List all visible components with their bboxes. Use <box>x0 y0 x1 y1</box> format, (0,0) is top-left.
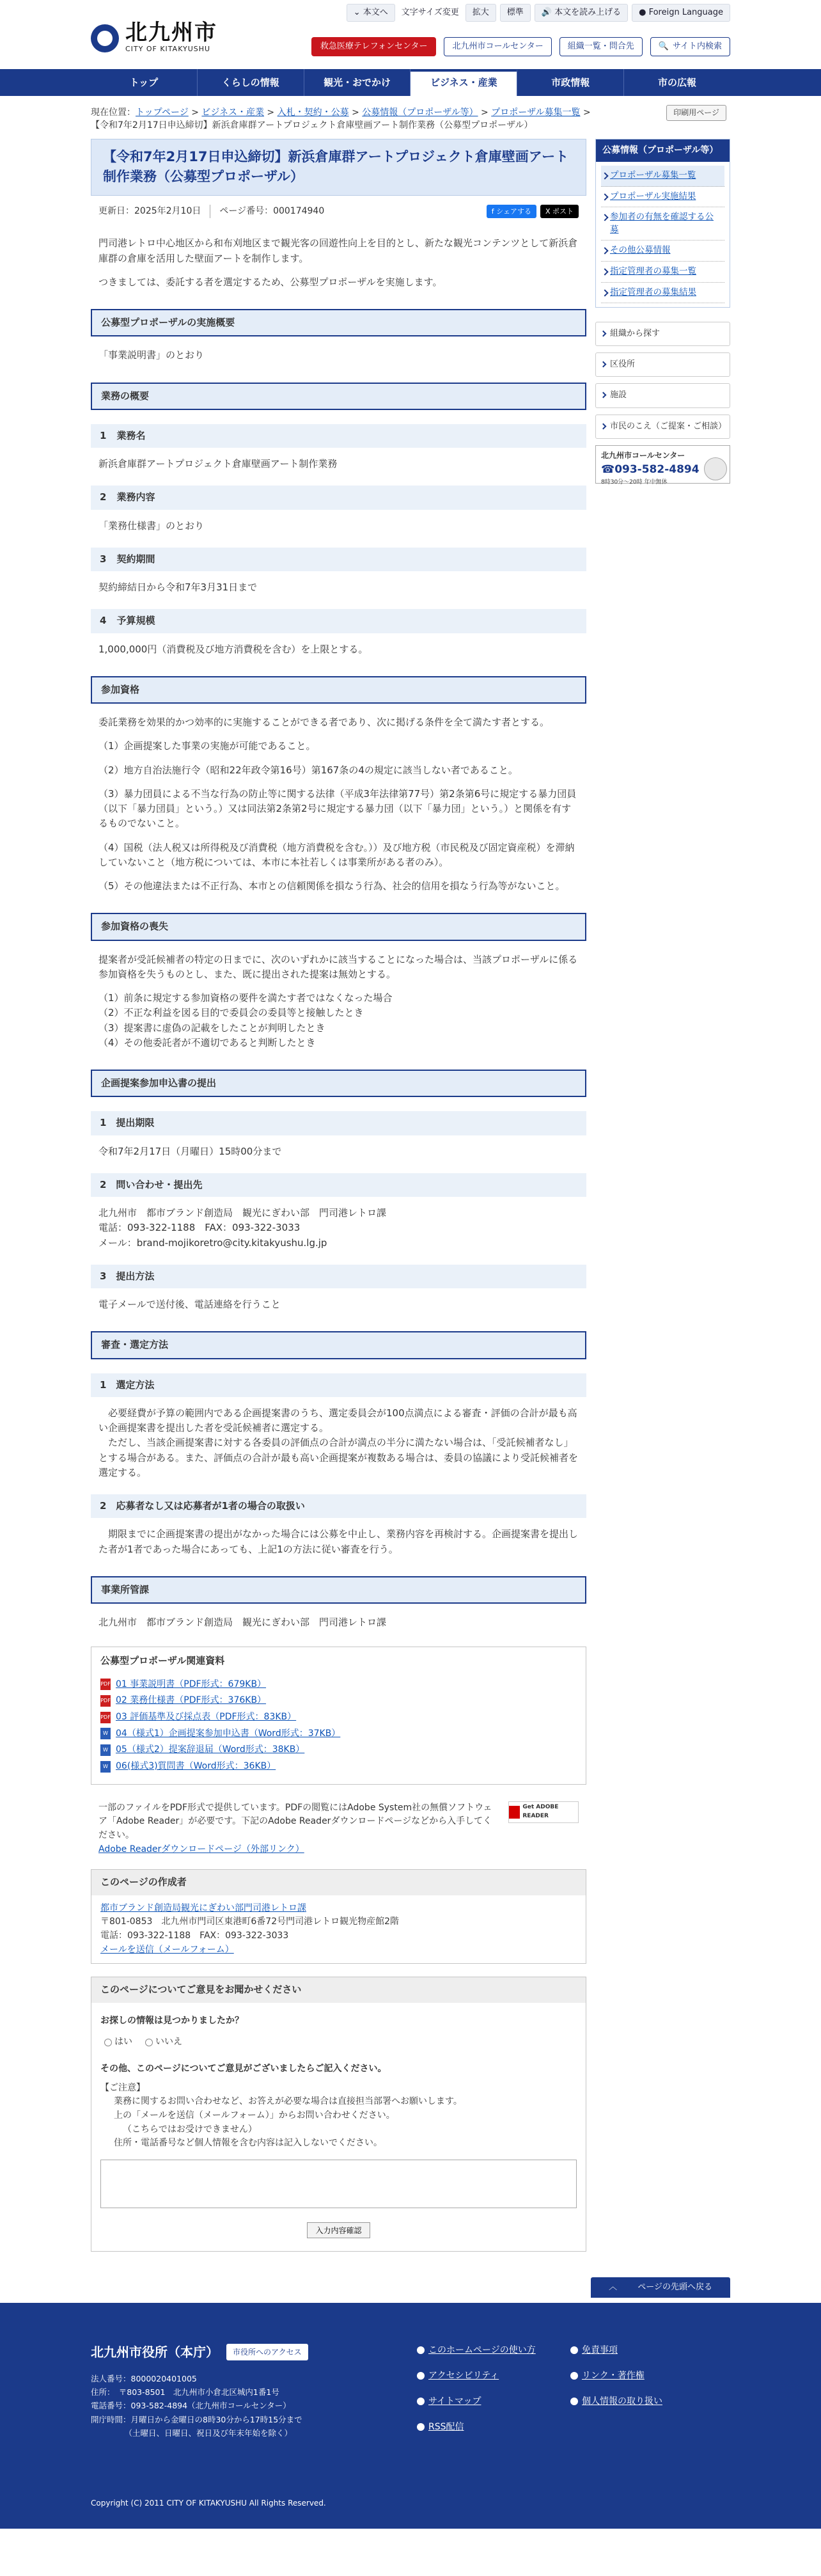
find-by-organization-button[interactable]: 組織から探す <box>595 322 730 346</box>
feedback-textarea[interactable] <box>100 2160 577 2208</box>
contact-info: 北九州市 都市ブランド創造局 観光にぎわい部 門司港レトロ課 電話：093-322-1188 FAX：093-322-3033 メール：brand-mojikoretro@city.kitakyushu.lg.jp <box>98 1207 387 1249</box>
word-icon: W <box>100 1728 111 1739</box>
pdf-reader-note: 一部のファイルをPDF形式で提供しています。PDFの閲覧にはAdobe System社の無償ソフトウェア「Adobe Reader」が必要です。下記のAdobe Readerダウンロードページなどから入手してください。 Adobe Readerダウンロードページ（外部リンク） Get ADOBE READER <box>91 1801 586 1857</box>
pdf-icon: PDF <box>100 1695 111 1707</box>
mascot-icon <box>704 457 727 480</box>
pdf-icon: PDF <box>100 1712 111 1723</box>
utility-bar <box>347 3 730 23</box>
intro-paragraph: つきましては、委託する者を選定するため、公募型プロポーザルを実施します。 <box>98 276 442 288</box>
document-link[interactable]: 06(様式3)質問書（Word形式：36KB） <box>116 1760 276 1771</box>
list-item: （1）企画提案した事業の実施が可能であること。 <box>98 740 316 752</box>
ward-office-button[interactable]: 区役所 <box>595 352 730 377</box>
document-item <box>100 1711 577 1725</box>
section-heading: 事業所管課 <box>91 1576 586 1604</box>
document-link[interactable]: 04（様式1）企画提案参加申込書（Word形式：37KB） <box>116 1728 341 1739</box>
search-icon: 🔍 <box>658 42 669 51</box>
list-item: （2）不正な利益を図る目的で委員会の委員等と接触したとき <box>98 1007 364 1019</box>
foreign-language-button[interactable]: ● Foreign Language <box>632 4 730 22</box>
subsection-heading: 3 契約期間 <box>91 548 586 571</box>
footer-link-disclaimer[interactable]: 免責事項 <box>570 2344 724 2363</box>
word-icon: W <box>100 1761 111 1773</box>
list-item: （4）国税（法人税又は所得税及び消費税（地方消費税を含む。））及び地方税（市民税及び固定資産税）を滞納していないこと（地方税については、本市に本社若しくは事業所がある者のみ）。 <box>98 841 575 868</box>
list-item: （3）提案書に虚偽の記載をしたことが判明したとき <box>98 1022 325 1034</box>
section-text: 新浜倉庫群アートプロジェクト倉庫壁画アート制作業務 <box>98 458 338 470</box>
subsection-heading: 1 業務名 <box>91 424 586 448</box>
footer-line: 住所： 〒803-8501 北九州市小倉北区城内1番1号 <box>91 2387 279 2398</box>
subsection-heading: 2 応募者なし又は応募者が1者の場合の取扱い <box>91 1494 586 1518</box>
sidebar <box>595 139 730 2264</box>
skip-to-content-link[interactable]: ⌄ 本文へ <box>347 4 395 22</box>
footer-link-privacy[interactable]: 個人情報の取り扱い <box>570 2395 724 2414</box>
breadcrumb-link[interactable]: ビジネス・産業 <box>201 107 264 118</box>
globe-icon: ● <box>639 7 646 17</box>
footer-links <box>417 2341 724 2440</box>
call-center-banner[interactable]: 北九州市コールセンター ☎093-582-4894 8時30分～20時 年中無休 <box>595 445 730 484</box>
nav-business[interactable]: ビジネス・産業 <box>410 69 517 96</box>
footer-link-copyright[interactable]: リンク・著作権 <box>570 2369 724 2389</box>
breadcrumb-link[interactable]: プロポーザル募集一覧 <box>491 107 581 118</box>
document-link[interactable]: 01 事業説明書（PDF形式：679KB） <box>116 1679 267 1689</box>
sidebar-item-proposal-list[interactable]: プロポーザル募集一覧 <box>601 166 724 187</box>
feedback-heading: このページについてご意見をお聞かせください <box>91 1977 586 2002</box>
subsection-heading: 2 問い合わせ・提出先 <box>91 1173 586 1197</box>
facebook-icon: f <box>491 207 494 216</box>
feedback-comment-label: その他、このページについてご意見がございましたらご記入ください。 <box>100 2064 387 2074</box>
footer-line: （土曜日、日曜日、祝日及び年末年始を除く） <box>124 2428 293 2438</box>
nav-city-info[interactable]: 市政情報 <box>517 69 624 96</box>
author-heading: このページの作成者 <box>91 1870 586 1895</box>
radio-yes[interactable]: はい <box>104 2035 132 2050</box>
sidebar-item-participant-check[interactable]: 参加者の有無を確認する公募 <box>601 207 724 241</box>
print-page-button[interactable]: 印刷用ページ <box>666 105 726 121</box>
document-link[interactable]: 02 業務仕様書（PDF形式：376KB） <box>116 1695 267 1706</box>
logo-en-text: CITY OF KITAKYUSHU <box>125 45 211 53</box>
footer-link-howto[interactable]: このホームページの使い方 <box>417 2344 570 2363</box>
organization-list-button[interactable]: 組織一覧・問合先 <box>559 37 643 56</box>
site-search-button[interactable]: 🔍 サイト内検索 <box>650 37 730 56</box>
logo-ja-text: 北九州市 <box>125 20 217 45</box>
disqualification-list <box>91 991 586 1050</box>
word-icon: W <box>100 1744 111 1756</box>
sidebar-item-other[interactable]: その他公募情報 <box>601 241 724 262</box>
section-text: 期限までに企画提案書の提出がなかった場合には公募を中止し、業務内容を再検討する。企画提案書を提出した者が1者であった場合にあっても、上記1の方法に従い審査を行う。 <box>98 1528 579 1555</box>
section-heading: 審査・選定方法 <box>91 1331 586 1359</box>
mail-form-link[interactable]: メールを送信（メールフォーム） <box>100 1944 234 1955</box>
document-link[interactable]: 05（様式2）提案辞退届（Word形式：38KB） <box>116 1744 305 1755</box>
updated-date: 更新日：2025年2月10日 <box>98 205 210 219</box>
related-documents <box>91 1647 586 1784</box>
access-button[interactable]: 市役所へのアクセス <box>226 2344 308 2360</box>
main-content <box>91 139 586 2264</box>
subsection-heading: 4 予算規模 <box>91 609 586 633</box>
nav-tourism[interactable]: 観光・おでかけ <box>304 69 411 96</box>
section-text: 「業務仕様書」のとおり <box>98 519 205 532</box>
pdf-icon: PDF <box>100 1679 111 1690</box>
back-to-top <box>91 2264 730 2303</box>
list-item: （4）その他委託者が不適切であると判断したとき <box>98 1036 316 1048</box>
global-nav <box>0 69 821 96</box>
radio-no[interactable]: いいえ <box>145 2035 182 2050</box>
sidebar-item-proposal-results[interactable]: プロポーザル実施結果 <box>601 187 724 208</box>
document-item <box>100 1727 577 1741</box>
call-center-number: ☎093-582-4894 <box>601 463 700 477</box>
facilities-button[interactable]: 施設 <box>595 383 730 407</box>
subsection-heading: 1 提出期限 <box>91 1111 586 1135</box>
section-text: 北九州市 都市ブランド創造局 観光にぎわい部 門司港レトロ課 <box>98 1616 387 1629</box>
section-text: 電子メールで送付後、電話連絡を行うこと <box>98 1299 281 1311</box>
facebook-share-button[interactable]: f シェアする <box>487 205 536 218</box>
document-link[interactable]: 03 評価基準及び採点表（PDF形式：83KB） <box>116 1711 297 1722</box>
nav-living[interactable]: くらしの情報 <box>198 69 304 96</box>
section-text: 提案者が受託候補者の特定の日までに、次のいずれかに該当することになった場合は、当該プロポーザルに係る参加資格を失うものとし、また、既に提出された提案は無効とする。 <box>98 953 578 980</box>
subsection-heading: 3 提出方法 <box>91 1265 586 1288</box>
feedback-question: お探しの情報は見つかりましたか？ <box>100 2015 244 2026</box>
footer-link-rss[interactable]: RSS配信 <box>417 2421 570 2440</box>
page-author-box <box>91 1869 586 1964</box>
page-number: ページ番号：000174940 <box>219 205 325 216</box>
footer-link-sitemap[interactable]: サイトマップ <box>417 2395 570 2414</box>
section-text: 契約締結日から令和7年3月31日まで <box>98 581 258 594</box>
font-size-large-button[interactable]: 拡大 <box>465 4 496 22</box>
list-item: （5）その他違法または不正行為、本市との信頼関係を損なう行為、社会的信用を損なう行為等がないこと。 <box>98 880 565 892</box>
intro-paragraph: 門司港レトロ中心地区から和布刈地区まで観光客の回遊性向上を目的とし、新たな観光コンテンツとして新浜倉庫群の倉庫を活用した壁面アートを制作します。 <box>98 237 578 264</box>
site-header <box>91 0 730 69</box>
adobe-reader-link[interactable]: Adobe Readerダウンロードページ（外部リンク） <box>98 1844 304 1854</box>
footer-link-accessibility[interactable]: アクセシビリティ <box>417 2369 570 2389</box>
section-text: 令和7年2月17日（月曜日）15時00分まで <box>98 1145 282 1157</box>
sidebar-heading: 公募情報（プロポーザル等） <box>596 139 730 162</box>
list-item: （2）地方自治法施行令（昭和22年政令第16号）第167条の4の規定に該当しない者であること。 <box>98 764 518 776</box>
nav-pr[interactable]: 市の広報 <box>658 77 697 88</box>
sidebar-menu <box>595 139 730 308</box>
breadcrumb-link[interactable]: 公募情報（プロポーザル等） <box>362 107 478 118</box>
author-phone: 電話：093-322-1188 FAX：093-322-3033 <box>100 1931 289 1941</box>
site-logo[interactable] <box>91 22 217 54</box>
confirm-input-button[interactable]: 入力内容確認 <box>307 2222 370 2238</box>
sidebar-item-designated-results[interactable]: 指定管理者の募集結果 <box>601 283 724 304</box>
emergency-telephone-button[interactable]: 救急医療テレフォンセンター <box>311 37 437 56</box>
font-size-label: 文字サイズ変更 <box>401 7 459 17</box>
documents-heading: 公募型プロポーザル関連資料 <box>91 1647 586 1675</box>
section-text: 「事業説明書」のとおり <box>98 349 205 361</box>
feedback-form <box>91 1977 586 2251</box>
footer-line: 開庁時間：月曜日から金曜日の8時30分から17時15分まで <box>91 2414 302 2424</box>
back-to-top-button[interactable]: ︿ ページの先頭へ戻る <box>591 2277 730 2298</box>
subsection-heading: 2 業務内容 <box>91 486 586 509</box>
get-adobe-reader-badge[interactable]: Get ADOBE READER <box>508 1801 579 1823</box>
call-center-button[interactable]: 北九州市コールセンター <box>444 37 551 56</box>
section-heading: 参加資格の喪失 <box>91 913 586 940</box>
city-emblem-icon <box>91 24 119 52</box>
author-address: 〒801-0853 北九州市門司区東港町6番72号門司港レトロ観光物産館2階 <box>100 1916 400 1927</box>
document-item <box>100 1743 577 1757</box>
copyright: Copyright (C) 2011 CITY OF KITAKYUSHU All Rights Reserved. <box>91 2499 326 2508</box>
footer-line: 法人番号：8000020401005 <box>91 2373 197 2383</box>
feedback-notes: 【ご注意】 業務に関するお問い合わせなど、お答えが必要な場合は直接担当部署へお願いします。 上の「メールを送信（メールフォーム）」からお問い合わせください。 （こちらではお受けできません） 住所・電話番号など個人情報を含む内容は記入しないでください。 <box>100 2082 462 2149</box>
font-size-standard-button[interactable]: 標準 <box>500 4 531 22</box>
x-icon: X <box>545 207 551 216</box>
speaker-icon: 🔊 <box>541 7 552 17</box>
section-heading: 業務の概要 <box>91 383 586 410</box>
section-heading: 公募型プロポーザルの実施概要 <box>91 309 586 336</box>
section-text: 1,000,000円（消費税及び地方消費税を含む）を上限とする。 <box>98 643 368 655</box>
sidebar-item-designated-list[interactable]: 指定管理者の募集一覧 <box>601 262 724 283</box>
document-item <box>100 1678 577 1692</box>
section-heading: 参加資格 <box>91 676 586 704</box>
list-item: （3）暴力団員による不当な行為の防止等に関する法律（平成3年法律第77号）第2条第6号に規定する暴力団員（以下「暴力団員」という。）又は同法第2条第2号に規定する暴力団（以下「暴力団」という。）と関係を有するものでないこと。 <box>98 787 577 830</box>
breadcrumb-current: 【令和7年2月17日申込締切】新浜倉庫群アートプロジェクト倉庫壁画アート制作業務（公募型プロポーザル） <box>91 120 533 131</box>
footer-line: 電話番号：093-582-4894（北九州市コールセンター） <box>91 2401 291 2411</box>
list-item: （1）前条に規定する参加資格の要件を満たす者ではなくなった場合 <box>98 992 393 1004</box>
section-heading: 企画提案参加申込書の提出 <box>91 1070 586 1097</box>
breadcrumb: 現在位置：トップページ > ビジネス・産業 > 入札・契約・公募 > 公募情報（プロポーザル等） > プロポーザル募集一覧 > 【令和7年2月17日申込締切】新浜倉庫群アートプロジェクト倉庫壁画アート制作業務（公募型プロポーザル） <box>91 107 591 131</box>
section-text: 委託業務を効果的かつ効率的に実施することができる者であり、次に掲げる条件を全て満たす者とする。 <box>98 716 550 729</box>
read-aloud-button[interactable]: 🔊 本文を読み上げる <box>535 4 628 22</box>
selection-method-text: 必要経費が予算の範囲内である企画提案書のうち、選定委員会が100点満点による審査・評価の合計が最も高い企画提案書を提出した者を受託候補者に選定する。 ただし、当該企画提案書に対する各委員の評価点の合計が満点の半分に満たない場合は、「受託候補者なし」とする場合がある。また、評価点の合計が最も高い企画提案が複数ある場合は、委員の協議により受託候補者を選定する。 <box>98 1407 579 1478</box>
page-meta <box>91 196 586 228</box>
x-post-button[interactable]: X ポスト <box>540 205 579 218</box>
breadcrumb-link[interactable]: トップページ <box>136 107 189 118</box>
adobe-icon <box>509 1806 520 1819</box>
subsection-heading: 1 選定方法 <box>91 1373 586 1397</box>
document-item <box>100 1760 577 1774</box>
author-dept-link[interactable]: 都市ブランド創造局観光にぎわい部門司港レトロ課 <box>100 1902 306 1913</box>
document-item <box>100 1694 577 1708</box>
page-title: 【令和7年2月17日申込締切】新浜倉庫群アートプロジェクト倉庫壁画アート制作業務（公募型プロポーザル） <box>91 139 586 196</box>
footer-office-name: 北九州市役所（本庁） <box>91 2344 219 2360</box>
header-links <box>311 37 730 56</box>
phone-icon: ☎ <box>601 463 615 477</box>
citizen-voice-button[interactable]: 市民のこえ（ご提案・ご相談） <box>595 415 730 439</box>
chevron-up-icon: ︿ <box>600 2279 626 2296</box>
breadcrumb-link[interactable]: 入札・契約・公募 <box>277 107 349 118</box>
site-footer <box>0 2303 821 2529</box>
nav-top[interactable]: トップ <box>91 69 198 96</box>
